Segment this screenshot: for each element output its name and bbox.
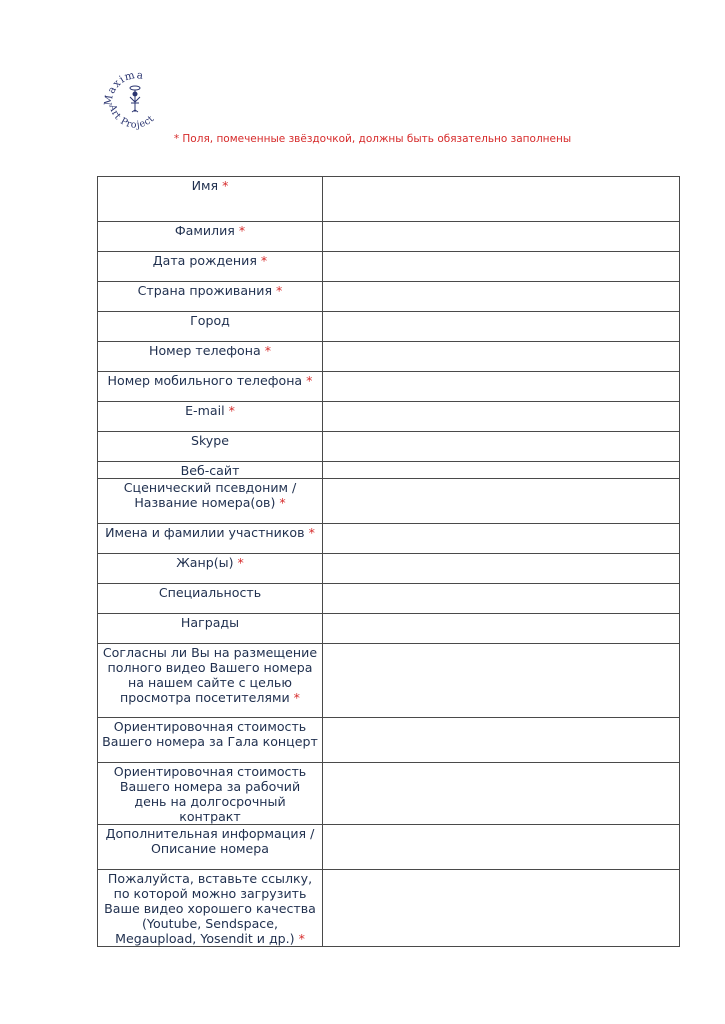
field-label-name: Имя <box>191 178 219 193</box>
field-label-name: Номер телефона <box>148 343 261 358</box>
field-label-text <box>98 763 322 824</box>
field-value-cell[interactable] <box>323 763 680 825</box>
application-form-table <box>97 176 680 947</box>
field-value-cell[interactable] <box>323 479 680 524</box>
field-label-name: E-mail <box>185 403 225 418</box>
field-value-cell[interactable] <box>323 644 680 718</box>
field-label <box>98 372 323 402</box>
field-label-text <box>98 252 322 268</box>
field-label-text <box>98 584 322 600</box>
field-label <box>98 479 323 524</box>
form-row <box>98 479 680 524</box>
form-row <box>98 402 680 432</box>
form-row <box>98 222 680 252</box>
required-asterisk: * <box>224 403 235 418</box>
field-label-text <box>98 614 322 630</box>
form-row <box>98 870 680 947</box>
required-fields-notice: * Поля, помеченные звёздочкой, должны быть обязательно заполнены <box>173 133 572 145</box>
form-row <box>98 584 680 614</box>
field-value-cell[interactable] <box>323 584 680 614</box>
field-value-cell[interactable] <box>323 554 680 584</box>
field-value-cell[interactable] <box>323 252 680 282</box>
field-label-text <box>98 372 322 388</box>
field-value-cell[interactable] <box>323 614 680 644</box>
field-label-text <box>98 342 322 358</box>
field-label <box>98 763 323 825</box>
required-asterisk: * <box>302 373 313 388</box>
field-label-name: Дополнительная информация / Описание номера <box>105 826 315 856</box>
field-label-name: Награды <box>180 615 240 630</box>
form-row <box>98 432 680 462</box>
field-value-cell[interactable] <box>323 222 680 252</box>
field-label-text <box>98 644 322 705</box>
form-row <box>98 177 680 222</box>
field-value-cell[interactable] <box>323 312 680 342</box>
field-label-name: Жанр(ы) <box>176 555 234 570</box>
field-label-name: Пожалуйста, вставьте ссылку, по которой можно загрузить Ваше видео хорошего качества (Youtube, Sendspace, Megaupload, Yosendit и др.) <box>104 871 316 946</box>
form-row <box>98 372 680 402</box>
field-label <box>98 524 323 554</box>
form-row <box>98 644 680 718</box>
required-asterisk: * <box>233 555 244 570</box>
field-value-cell[interactable] <box>323 342 680 372</box>
field-label-name: Дата рождения <box>152 253 257 268</box>
field-label <box>98 584 323 614</box>
field-value-cell[interactable] <box>323 524 680 554</box>
field-label-name: Ориентировочная стоимость Вашего номера за рабочий день на долгосрочный контракт <box>113 764 307 824</box>
field-label-text <box>98 432 322 448</box>
required-asterisk: * <box>304 525 315 540</box>
field-value-cell[interactable] <box>323 870 680 947</box>
field-value-cell[interactable] <box>323 825 680 870</box>
form-row <box>98 462 680 479</box>
required-asterisk: * <box>256 253 268 268</box>
field-label-text <box>98 222 322 238</box>
required-asterisk: * <box>218 178 229 193</box>
required-asterisk: * <box>260 343 272 358</box>
field-label <box>98 870 323 947</box>
field-label-text <box>98 312 322 328</box>
form-row <box>98 825 680 870</box>
form-row <box>98 312 680 342</box>
field-label <box>98 432 323 462</box>
required-asterisk: * <box>294 931 305 946</box>
field-value-cell[interactable] <box>323 718 680 763</box>
field-label-text <box>98 402 322 418</box>
field-label-name: Номер мобильного телефона <box>107 373 303 388</box>
field-label <box>98 342 323 372</box>
field-value-cell[interactable] <box>323 282 680 312</box>
form-row <box>98 282 680 312</box>
svg-text:Art Project: Art Project <box>106 103 157 131</box>
form-row <box>98 718 680 763</box>
field-label-text <box>98 870 322 946</box>
required-asterisk: * <box>272 283 283 298</box>
field-label <box>98 282 323 312</box>
field-label-name: Skype <box>190 433 230 448</box>
field-label-name: Веб-сайт <box>180 463 240 478</box>
field-label <box>98 554 323 584</box>
required-asterisk: * <box>234 223 246 238</box>
required-asterisk: * <box>289 690 300 705</box>
field-label <box>98 312 323 342</box>
field-label-name: Сценический псевдоним / Название номера(ов) <box>123 480 297 510</box>
field-label-text <box>98 479 322 510</box>
form-row <box>98 554 680 584</box>
field-label <box>98 222 323 252</box>
required-asterisk: * <box>275 495 286 510</box>
field-label <box>98 252 323 282</box>
field-label <box>98 177 323 222</box>
svg-text:Maxima: Maxima <box>102 69 145 107</box>
field-label-text <box>98 282 322 298</box>
field-label-text <box>98 718 322 749</box>
field-label-text <box>98 554 322 570</box>
field-value-cell[interactable] <box>323 462 680 479</box>
field-label-name: Ориентировочная стоимость Вашего номера за Гала концерт <box>102 719 318 749</box>
field-label <box>98 825 323 870</box>
field-label <box>98 462 323 479</box>
field-label-text <box>98 825 322 856</box>
field-value-cell[interactable] <box>323 372 680 402</box>
field-label-name: Согласны ли Вы на размещение полного видео Вашего номера на нашем сайте с целью просмотра посетителями <box>102 645 318 705</box>
field-label-name: Фамилия <box>174 223 235 238</box>
field-label <box>98 402 323 432</box>
form-row <box>98 524 680 554</box>
form-row <box>98 614 680 644</box>
form-row <box>98 763 680 825</box>
field-label-name: Страна проживания <box>137 283 273 298</box>
field-label-name: Имена и фамилии участников <box>105 525 305 540</box>
maxima-art-project-logo-icon <box>100 66 172 138</box>
field-label-text <box>98 177 322 193</box>
form-row <box>98 342 680 372</box>
field-label-text <box>98 462 322 478</box>
field-label-name: Город <box>190 313 230 328</box>
field-label <box>98 718 323 763</box>
field-value-cell[interactable] <box>323 177 680 222</box>
logo <box>100 66 172 138</box>
field-label <box>98 614 323 644</box>
form-row <box>98 252 680 282</box>
field-label <box>98 644 323 718</box>
field-label-text <box>98 524 322 540</box>
field-label-name: Специальность <box>158 585 262 600</box>
field-value-cell[interactable] <box>323 432 680 462</box>
field-value-cell[interactable] <box>323 402 680 432</box>
